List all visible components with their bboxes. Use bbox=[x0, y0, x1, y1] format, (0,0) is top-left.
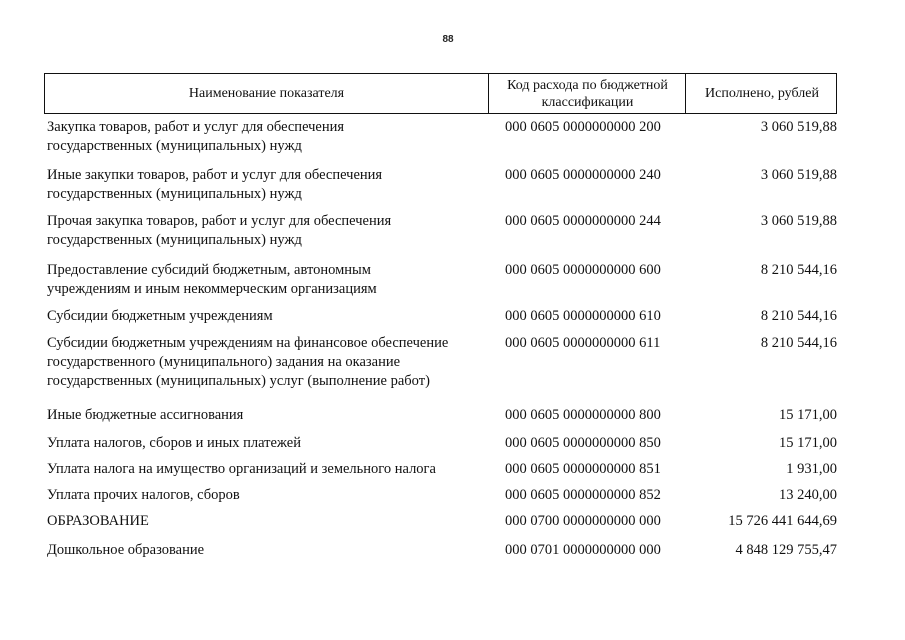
row-code: 000 0701 0000000000 000 bbox=[505, 542, 661, 558]
row-amount: 15 726 441 644,69 bbox=[728, 513, 837, 529]
row-name: Иные закупки товаров, работ и услуг для обеспечения государственных (муниципальных) нужд bbox=[47, 167, 383, 202]
row-code: 000 0605 0000000000 800 bbox=[505, 407, 661, 423]
row-name: Субсидии бюджетным учреждениям bbox=[47, 308, 273, 324]
row-amount: 3 060 519,88 bbox=[760, 119, 837, 135]
row-code: 000 0700 0000000000 000 bbox=[505, 513, 661, 529]
row-name: Дошкольное образование bbox=[47, 542, 205, 558]
row-name: Иные бюджетные ассигнования bbox=[47, 407, 244, 423]
row-name: Прочая закупка товаров, работ и услуг для обеспечения государственных (муниципальных) нужд bbox=[47, 213, 392, 248]
page-number: 88 bbox=[442, 34, 454, 45]
row-amount: 1 931,00 bbox=[786, 461, 837, 477]
row-code: 000 0605 0000000000 600 bbox=[505, 262, 661, 278]
header-code: Код расхода по бюджетной классификации bbox=[488, 74, 686, 113]
row-code: 000 0605 0000000000 852 bbox=[505, 487, 661, 503]
table-header bbox=[44, 73, 837, 114]
row-name: Уплата прочих налогов, сборов bbox=[47, 487, 240, 503]
row-code: 000 0605 0000000000 244 bbox=[505, 213, 661, 229]
row-name: Закупка товаров, работ и услуг для обеспечения государственных (муниципальных) нужд bbox=[47, 119, 345, 154]
row-amount: 15 171,00 bbox=[779, 435, 837, 451]
row-amount: 8 210 544,16 bbox=[760, 335, 837, 351]
row-code: 000 0605 0000000000 611 bbox=[505, 335, 661, 351]
row-amount: 3 060 519,88 bbox=[760, 213, 837, 229]
row-name: Уплата налогов, сборов и иных платежей bbox=[47, 435, 301, 451]
row-amount: 8 210 544,16 bbox=[760, 262, 837, 278]
row-amount: 8 210 544,16 bbox=[760, 308, 837, 324]
row-name: Субсидии бюджетным учреждениям на финансовое обеспечение государственного (муниципального) задания на оказание государственных (муниципальных) услуг (выполнение работ) bbox=[47, 335, 449, 389]
row-name: Предоставление субсидий бюджетным, автономным учреждениям и иным некоммерческим организациям bbox=[47, 262, 377, 297]
row-code: 000 0605 0000000000 610 bbox=[505, 308, 661, 324]
row-name: Уплата налога на имущество организаций и земельного налога bbox=[47, 461, 436, 477]
row-code: 000 0605 0000000000 200 bbox=[505, 119, 661, 135]
row-code: 000 0605 0000000000 850 bbox=[505, 435, 661, 451]
header-name: Наименование показателя bbox=[188, 86, 345, 101]
row-code: 000 0605 0000000000 240 bbox=[505, 167, 661, 183]
header-amount: Исполнено, рублей bbox=[685, 74, 838, 113]
row-amount: 15 171,00 bbox=[779, 407, 837, 423]
row-amount: 3 060 519,88 bbox=[760, 167, 837, 183]
row-code: 000 0605 0000000000 851 bbox=[505, 461, 661, 477]
row-name: ОБРАЗОВАНИЕ bbox=[47, 513, 149, 529]
row-amount: 4 848 129 755,47 bbox=[735, 542, 837, 558]
row-amount: 13 240,00 bbox=[779, 487, 837, 503]
